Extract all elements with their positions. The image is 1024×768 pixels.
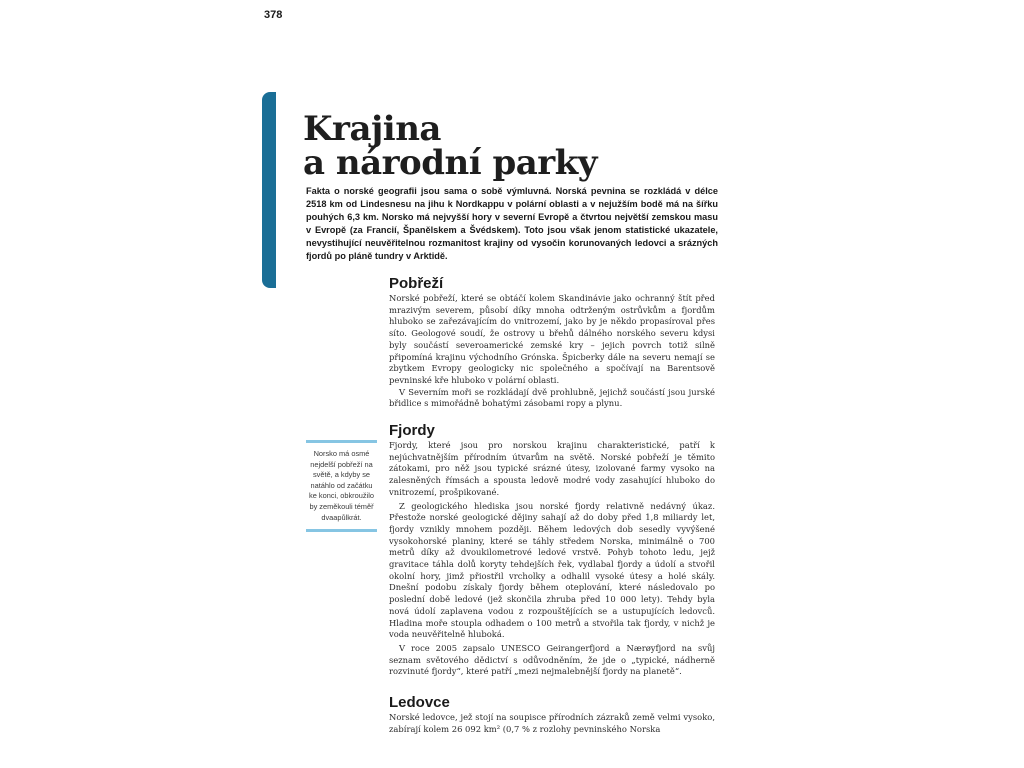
section-heading-ledovce: Ledovce <box>389 694 450 711</box>
chapter-title <box>303 109 723 183</box>
body-paragraph: V roce 2005 zapsalo UNESCO Geirangerfjord a Nærøyfjord na svůj seznam světového dědictví s odůvodněním, že jde o „typické, nádherně rozvinuté fjordy“, které patří „mezi nejmalebnější fjordy na planetě“. <box>389 642 715 677</box>
body-paragraph: Norské ledovce, jež stojí na soupisce přírodních zázraků země velmi vysoko, zabírají kolem 26 092 km² (0,7 % z rozlohy pevninského Norska <box>389 712 715 734</box>
body-paragraph: Norské pobřeží, které se obtáčí kolem Skandinávie jako ochranný štít před mrazivým severem, působí díky mnoha odtrženým ostrůvkům a fjordům hluboko se zařezávajícím do vnitrozemí, jako by je někdo propasíroval přes síto. Geologové soudí, že ostrovy u břehů dálného norského severu kdysi byly součástí severoamerické zemské kry – jejich povrch totiž silně připomíná krajinu východního Grónska. Špicberky dále na severu nemají se zbytkem Evropy geologicky nic společného a spočívají na Barentsově pevninské kře hluboko v polární oblasti. <box>389 293 715 385</box>
page-number: 378 <box>264 9 283 21</box>
chapter-title-line-2: a národní parky <box>303 143 597 183</box>
section-ledovce <box>389 694 715 735</box>
section-heading-pobrezi: Pobřeží <box>389 275 444 292</box>
section-pobrezi <box>389 275 715 410</box>
chapter-accent-bar <box>262 92 276 288</box>
chapter-title-line-1: Krajina <box>303 109 441 149</box>
sidebar-note-text: Norsko má osmé nejdelší pobřeží na světě, a kdyby se natáhlo od začátku ke konci, obkroužilo by zeměkouli téměř dvaapůlkrát. <box>309 449 374 522</box>
lead-paragraph: Fakta o norské geografii jsou sama o sobě výmluvná. Norská pevnina se rozkládá v délce 2518 km od Lindesnesu na jihu k Nordkappu v polární oblasti a v nejužším bodě má na šířku pouhých 6,3 km. Norsko má nejvyšší hory v severní Evropě a čtvrtou největší zemskou masu v Evropě (za Francií, Španělskem a Švédskem). Toto jsou však jenom statistické ukazatele, nevystihující neuvěřitelnou rozmanitost krajiny od vysočin korunovaných ledovci a srázných fjordů po pláně tundry v Arktidě. <box>306 186 718 261</box>
body-paragraph: Z geologického hlediska jsou norské fjordy relativně nedávný úkaz. Přestože norské geologické dějiny sahají až do doby před 1,8 miliardy let, fjordy vznikly mnohem později. Během ledových dob sesedly vyvýšené vysokohorské planiny, které se táhly středem Norska, minimálně o 700 metrů díky až dvoukilometrové ledové vrstvě. Pohyb tohoto ledu, jejž gravitace táhla dolů koryty tehdejších řek, vydlabal fjordy a údolí a stvořil okolní hory, jimž přiostřil vrcholky a odhalil vysoké útesy a holé skály. Dnešní podobu získaly fjordy během oteplování, které následovalo po poslední době ledové (jež skončila zhruba před 10 000 lety). Tehdy byla nová údolí zaplavena vodou z rozpouštějících se a ustupujících ledovců. Hladina moře stoupla odhadem o 100 metrů a stvořila tak fjordy, v nichž je voda neuvěřitelně hluboká. <box>389 500 715 640</box>
body-paragraph: V Severním moři se rozkládají dvě prohlubně, jejichž součástí jsou jurské břidlice s mimořádně bohatými zásobami ropy a plynu. <box>389 386 715 409</box>
section-heading-fjordy: Fjordy <box>389 422 435 439</box>
sidebar-note-box <box>306 440 377 532</box>
body-paragraph: Fjordy, které jsou pro norskou krajinu charakteristické, patří k nejúchvatnějším přírodním útvarům na světě. Norské pobřeží je těmito zátokami, pro něž jsou typické srázné útesy, izolované farmy vysoko na zalesněných římsách a spousta ledově modré vody zasahující hluboko do vnitrozemí, prošpikované. <box>389 440 715 497</box>
section-fjordy <box>389 422 715 678</box>
